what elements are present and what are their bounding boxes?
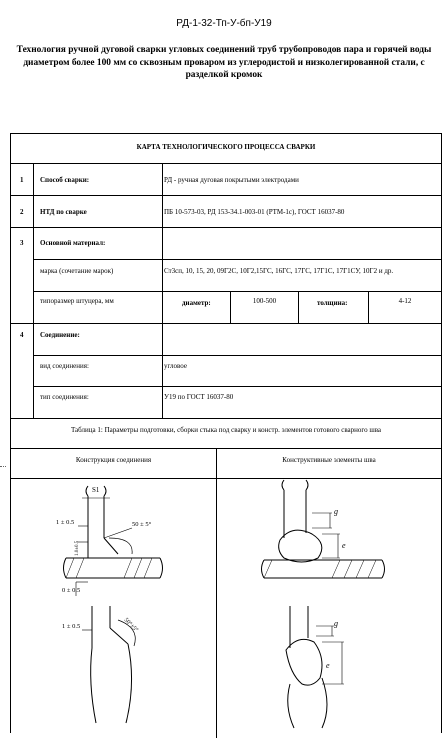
joint-type-label: тип соединения: — [40, 393, 89, 401]
row-divider — [11, 195, 441, 196]
row-divider — [11, 163, 441, 164]
document-title: Технология ручной дуговой сварки угловых соединений труб трубопроводов пара и горячей воды диаметром более 100 мм со сквозным проваром из углеродистой и низколегированной стали, с разделкой кромок — [16, 45, 432, 80]
row1-label: Способ сварки: — [40, 176, 90, 184]
row3-num: 3 — [20, 239, 24, 247]
row1-num: 1 — [20, 176, 24, 184]
row-divider — [33, 355, 441, 356]
row2-num: 2 — [20, 208, 24, 216]
col-divider — [230, 291, 231, 323]
grade-value: Ст3сп, 10, 15, 20, 09Г2С, 10Г2,15ГС, 16ГС, 17ГС, 17Г1С, 17Г1СУ, 10Г2 и др. — [164, 267, 394, 275]
row4-num: 4 — [20, 331, 24, 339]
row-divider — [11, 323, 441, 324]
joint-type-value: У19 по ГОСТ 16037-80 — [164, 393, 234, 401]
row3-label: Основной материал: — [40, 239, 106, 247]
row2-label: НТД по сварке — [40, 208, 87, 216]
row-divider — [11, 227, 441, 228]
row-divider — [33, 386, 441, 387]
row4-label: Соединение: — [40, 331, 80, 339]
land-label: 1.0±0.5 — [75, 540, 80, 556]
g-label-bottom: g — [334, 619, 338, 628]
joint-kind-value: угловое — [164, 362, 187, 370]
joint-kind-label: вид соединения: — [40, 362, 89, 370]
diameter-value: 100-500 — [252, 297, 277, 305]
row1-value: РД - ручная дуговая покрытыми электродами — [164, 176, 299, 184]
diameter-label: диаметр: — [182, 299, 211, 307]
e-label-top: e — [342, 541, 346, 550]
s1-label: S1 — [92, 486, 100, 494]
margin-dots — [0, 466, 6, 467]
document-id: РД-1-32-Тп-У-бп-У19 — [176, 18, 272, 29]
g-label-top: g — [334, 507, 338, 516]
thickness-label: толщина: — [317, 299, 348, 307]
col-left-header: Конструкция соединения — [75, 456, 152, 464]
gap2-label: 1 ± 0.5 — [62, 623, 81, 630]
col-divider — [298, 291, 299, 323]
weld-elements-drawing — [222, 478, 440, 733]
size-label: типоразмер штуцера, мм — [40, 297, 114, 305]
row-divider — [33, 291, 441, 292]
thickness-value: 4-12 — [398, 297, 412, 305]
angle1-label: 50 ± 5° — [132, 521, 152, 528]
angle2-label: 50°±5° — [122, 617, 139, 634]
row-divider — [11, 418, 441, 419]
offset-label: 0 ± 0.5 — [62, 587, 81, 594]
card-header: КАРТА ТЕХНОЛОГИЧЕСКОГО ПРОЦЕССА СВАРКИ — [136, 143, 316, 151]
grade-label: марка (сочетание марок) — [40, 267, 114, 275]
row2-value: ПБ 10-573-03, РД 153-34.1-003-01 (РТМ-1с), ГОСТ 16037-80 — [164, 208, 345, 216]
col-right-header: Конструктивные элементы шва — [282, 456, 376, 464]
e-label-bottom: e — [326, 661, 330, 670]
gap1-label: 1 ± 0.5 — [56, 519, 75, 526]
col-divider-drawings — [216, 448, 217, 738]
joint-construction-drawing — [16, 478, 216, 733]
col-divider — [368, 291, 369, 323]
row-divider — [33, 259, 441, 260]
row-divider — [11, 448, 441, 449]
table-caption: Таблица 1: Параметры подготовки, сборки стыка под сварку и констр. элементов готового сварного шва — [70, 426, 382, 434]
